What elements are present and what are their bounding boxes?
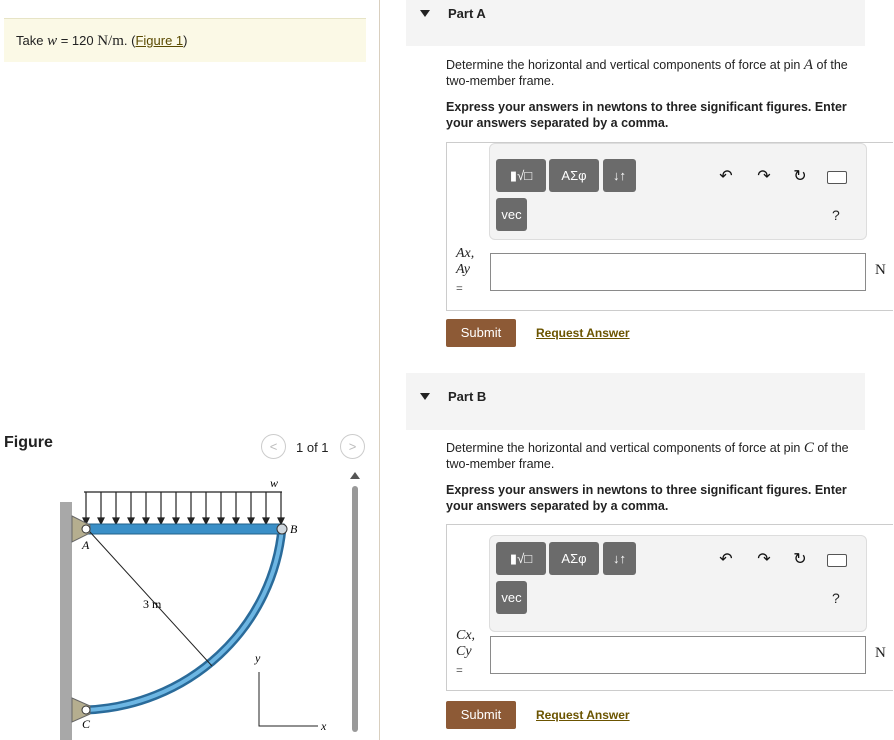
part-a-answer-input[interactable] [490,253,866,291]
part-b-label-eq: = [456,663,463,677]
label-b: B [290,522,298,536]
part-b-instruction: Express your answers in newtons to three significant figures. Enter your answers separated by a comma. [446,483,847,513]
given-dot: . ( [123,33,136,48]
label-y: y [255,651,261,665]
undo-icon[interactable]: ↶ [719,551,733,568]
part-a-label-eq: = [456,281,463,295]
given-statement [4,18,366,62]
frame-figure [0,470,345,740]
figure-link[interactable]: Figure 1 [135,33,184,48]
part-b-arrows-button[interactable]: ↓↑ [603,542,636,575]
given-close: ) [183,33,188,48]
part-a-desc-text: Determine the horizontal and vertical components of force at pin [446,58,804,72]
part-b-request-answer-link[interactable]: Request Answer [536,708,630,722]
part-b-desc-end: of the two-member frame. [446,441,849,471]
part-b-description [446,440,866,472]
label-a: A [82,538,90,552]
figure-scrollbar[interactable] [352,486,358,732]
label-c: C [82,717,91,731]
part-b-caret-icon[interactable] [420,393,430,400]
part-b-help-button[interactable]: ? [832,590,840,606]
figure-title: Figure [4,434,53,451]
part-a-label-ax: Ax, [456,246,475,261]
part-b-label-cx: Cx, [456,628,476,643]
part-b-desc-text: Determine the horizontal and vertical components of force at pin [446,441,804,455]
part-a-submit-button[interactable]: Submit [446,319,516,347]
given-var: w [47,33,58,49]
given-unit: N/m [97,33,124,49]
redo-icon[interactable]: ↷ [757,551,771,568]
keyboard-icon[interactable] [827,554,847,567]
part-a-templates-button[interactable]: ▮√□ [496,159,546,192]
scroll-up-arrow[interactable] [350,472,360,479]
part-a-desc-end: of the two-member frame. [446,58,848,88]
figure-pager: 1 of 1 [296,440,329,455]
part-a-caret-icon[interactable] [420,10,430,17]
wall [60,502,72,740]
part-a-description [446,57,866,89]
part-a-toolbar [489,143,867,240]
part-b-answer-input[interactable] [490,636,866,674]
part-b-submit-button[interactable]: Submit [446,701,516,729]
part-a-arrows-button[interactable]: ↓↑ [603,159,636,192]
part-a-title: Part A [448,6,486,21]
label-dim: 3 m [143,597,162,611]
part-b-vec-button[interactable]: vec [496,581,527,614]
given-eq: = 120 [57,33,98,48]
next-figure-button[interactable]: > [340,434,365,459]
part-b-pin: C [803,440,814,456]
reset-icon[interactable]: ↻ [793,168,807,185]
part-b-label-cy: Cy [456,644,472,659]
pin-a [82,525,90,533]
axes [259,672,318,726]
part-a-label-ay: Ay [456,262,470,277]
keyboard-icon[interactable] [827,171,847,184]
label-x: x [321,719,327,733]
part-a-unit: N [875,262,886,278]
beam-ab [84,524,284,534]
part-a-vec-button[interactable]: vec [496,198,527,231]
part-a-symbols-button[interactable]: ΑΣφ [549,159,599,192]
column-divider [379,0,380,740]
redo-icon[interactable]: ↷ [757,168,771,185]
prev-figure-button[interactable]: < [261,434,286,459]
pin-c [82,706,90,714]
undo-icon[interactable]: ↶ [719,168,733,185]
given-prefix: Take [16,33,48,48]
part-b-templates-button[interactable]: ▮√□ [496,542,546,575]
part-b-symbols-button[interactable]: ΑΣφ [549,542,599,575]
part-a-instruction: Express your answers in newtons to three significant figures. Enter your answers separated by a comma. [446,100,847,130]
part-a-help-button[interactable]: ? [832,207,840,223]
part-a-request-answer-link[interactable]: Request Answer [536,326,630,340]
part-a-pin: A [803,57,814,73]
part-b-title: Part B [448,389,487,404]
pin-b [277,524,287,534]
reset-icon[interactable]: ↻ [793,551,807,568]
part-b-unit: N [875,645,886,661]
distributed-load [83,492,284,524]
label-w: w [270,476,279,490]
